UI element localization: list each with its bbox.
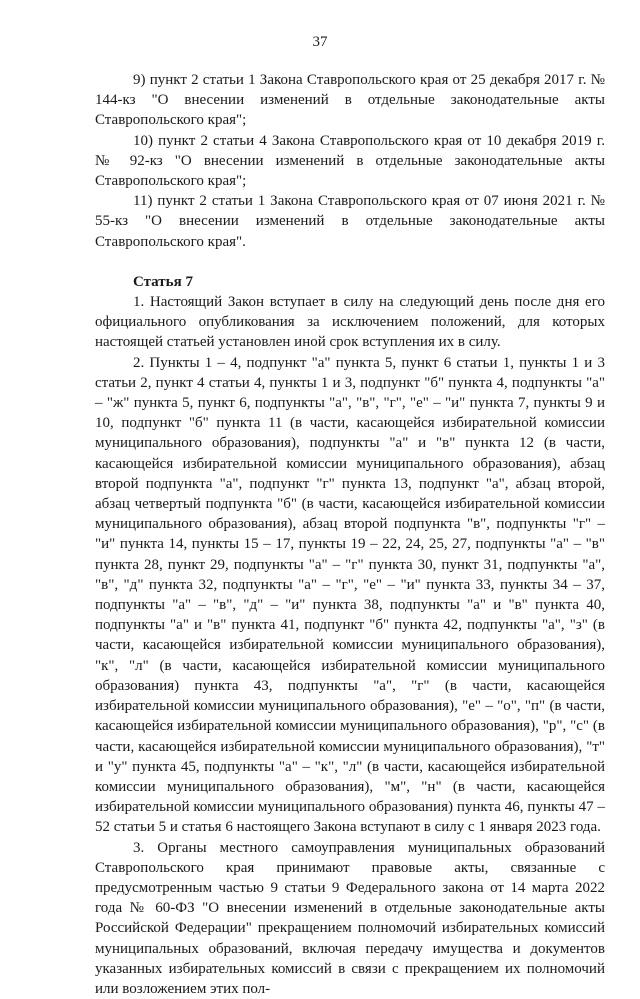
article-title: Статья 7 xyxy=(133,273,193,290)
article-paragraph-3: 3. Органы местного самоуправления муниципальных образований Ставропольского края принимают правовые акты, связанные с предусмотренным частью 9 статьи 9 Федерального закона от 14 марта 2022 года № 60-ФЗ "О внесении изменений в отдельные законодательные акты Российской Федерации" прекращением полномочий избирательных комиссий муниципальных образований, включая передачу имущества и документов указанных избирательных комиссий в связи с прекращением их полномочий или возложением этих пол- xyxy=(95,839,605,997)
list-item-10: 10) пункт 2 статьи 4 Закона Ставропольского края от 10 декабря 2019 г. № 92-кз "О внесении изменений в отдельные законодательные акты Ставропольского края"; xyxy=(95,132,605,190)
document-body xyxy=(95,70,605,999)
list-item-11: 11) пункт 2 статьи 1 Закона Ставропольского края от 07 июня 2021 г. № 55-кз "О внесении изменений в отдельные законодательные акты Ставропольского края". xyxy=(95,193,605,250)
list-item-9: 9) пункт 2 статьи 1 Закона Ставропольского края от 25 декабря 2017 г. № 144-кз "О внесении изменений в отдельные законодательные акты Ставропольского края"; xyxy=(95,72,605,129)
page-number: 37 xyxy=(312,34,328,50)
article-paragraph-1: 1. Настоящий Закон вступает в силу на следующий день после дня его официального опубликования за исключением положений, для которых настоящей статьей установлен иной срок вступления их в силу. xyxy=(95,294,605,351)
section-spacer xyxy=(95,252,605,272)
article-paragraph-2: 2. Пункты 1 – 4, подпункт "а" пункта 5, пункт 6 статьи 1, пункты 1 и 3 статьи 2, пункт 4 статьи 4, пункты 1 и 3, подпункт "б" пункта 4, подпункты "а" – "ж" пункта 5, пункт 6, подпункты "а", "в", "г", "е" – "и" пункта 7, пункты 9 и 10, подпункт "б" пункта 11 (в части, касающейся избирательной комиссии муниципального образования), подпункты "а" и "в" пункта 12 (в части, касающейся избирательной комиссии муниципального образования), абзац второй подпункта "а", подпункт "г" пункта 13, подпункт "а", абзац второй, абзац четвертый подпункта "б" (в части, касающейся избирательной комиссии муниципального образования), абзац второй подпункта "в", подпункты "г" – "и" пункта 14, пункты 15 – 17, пункты 19 – 22, 24, 25, 27, подпункты "а" – "в" пункта 28, пункт 29, подпункты "а" – "г" пункта 30, пункт 31, подпункты "а", "в", "д" пункта 32, подпункты "а" – "г", "е" – "и" пункта 33, пункты 34 – 37, подпункты "а" – "в", "д" – "и" пункта 38, подпункты "а" и "в" пункта 40, подпункты "а" и "в" пункта 41, подпункт "б" пункта 42, подпункты "а", "з" (в части, касающейся избирательной комиссии муниципального образования), "к", "л" (в части, касающейся избирательной комиссии муниципального образования) пункта 43, подпункты "а", "г" (в части, касающейся избирательной комиссии муниципального образования), "е" – "о", "п" (в части, касающейся избирательной комиссии муниципального образования), "р", "с" (в части, касающейся избирательной комиссии муниципального образования), "т" и "у" пункта 45, подпункты "а" – "к", "л" (в части, касающейся избирательной комиссии муниципального образования), "м", "н" (в части, касающейся избирательной комиссии муниципального образования) пункта 46, пункты 47 – 52 статьи 5 и статья 6 настоящего Закона вступают в силу с 1 января 2023 года. xyxy=(95,354,605,836)
